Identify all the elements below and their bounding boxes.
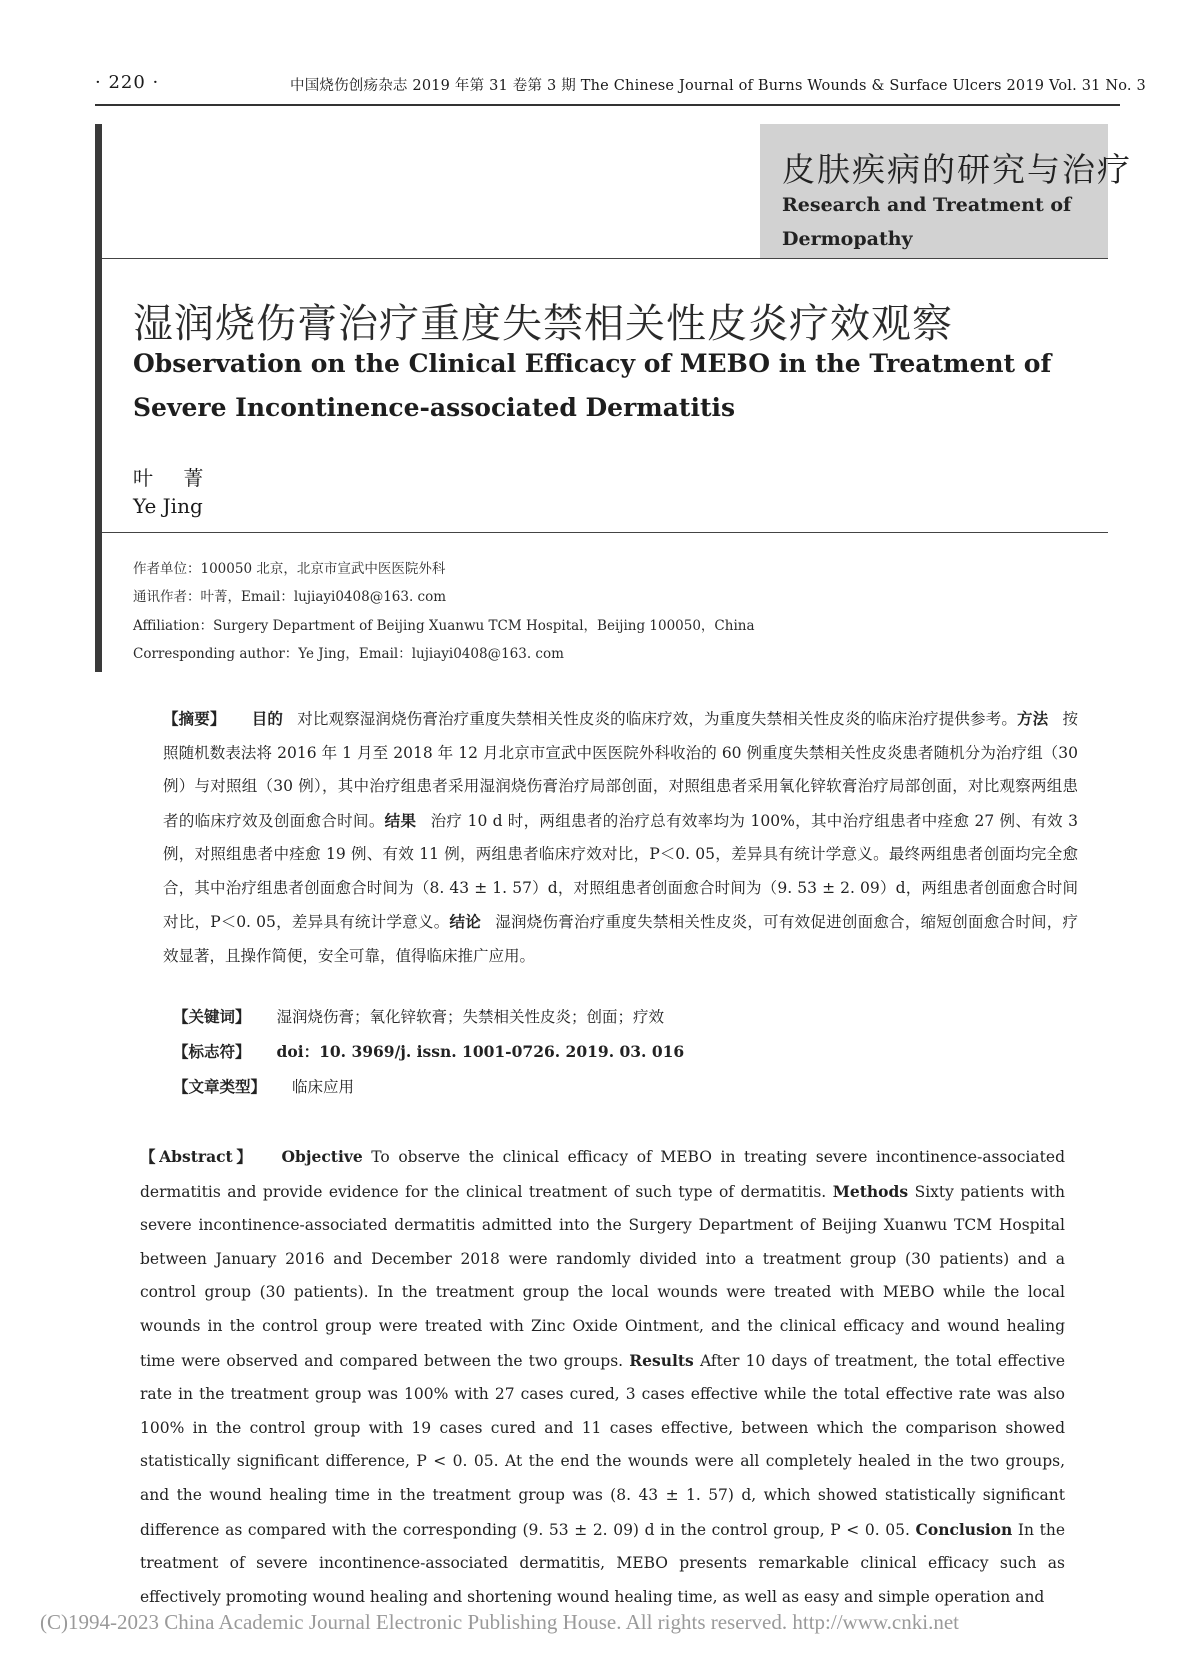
results-cn-label: 结果 <box>384 810 417 830</box>
article-title-cn: 湿润烧伤膏治疗重度失禁相关性皮炎疗效观察 <box>133 301 953 347</box>
running-head: 中国烧伤创疡杂志 2019 年第 31 卷第 3 期 The Chinese Journal of Burns Wounds & Surface Ulcers 2019 Vol. 31 No. 3 <box>290 78 1146 94</box>
page-number: · 220 · <box>95 72 160 93</box>
left-margin-bar <box>95 124 102 672</box>
doi-text: doi：10. 3969/j. issn. 1001-0726. 2019. 03. 016 <box>276 1042 685 1061</box>
conclusion-cn-label: 结论 <box>449 912 481 931</box>
abstract-en <box>140 1140 1065 1614</box>
affiliation-cn: 作者单位：100050 北京，北京市宣武中医医院外科 <box>133 561 446 577</box>
corresponding-author-en: Corresponding author：Ye Jing，Email：lujiayi0408@163. com <box>133 646 564 662</box>
doi-line <box>173 1040 684 1062</box>
section-rule <box>102 258 1108 259</box>
conclusion-cn-text: 湿润烧伤膏治疗重度失禁相关性皮炎，可有效促进创面愈合，缩短创面愈合时间，疗效显著，且操作简便，安全可靠，值得临床推广应用。 <box>163 913 1078 965</box>
objective-cn-label: 目的 <box>251 709 284 728</box>
methods-cn-text: 按照随机数表法将 2016 年 1 月至 2018 年 12 月北京市宣武中医医院外科收治的 60 例重度失禁相关性皮炎患者随机分为治疗组（30 例）与对照组（30 例），其中治疗组患者采用湿润烧伤膏治疗局部创面，对照组患者采用氧化锌软膏治疗局部创面，对比观察两组患者的临床疗效及创面愈合时间。 <box>163 710 1078 830</box>
article-type-label: 【文章类型】 <box>173 1077 267 1096</box>
author-rule <box>102 532 1108 533</box>
methods-cn-label: 方法 <box>1017 709 1049 728</box>
conclusion-en-label: Conclusion <box>915 1519 1013 1539</box>
affiliation-en: Affiliation：Surgery Department of Beijing Xuanwu TCM Hospital，Beijing 100050，China <box>133 618 755 634</box>
article-title-en: Observation on the Clinical Efficacy of MEBO in the Treatment of Severe Incontinence-associated Dermatitis <box>133 349 1052 422</box>
section-title-cn: 皮肤疾病的研究与治疗 <box>782 150 1132 189</box>
results-en-text: After 10 days of treatment, the total effective rate in the treatment group was 100% with 27 cases cured, 3 cases effective while the total effective rate was also 100% in the control group with 19 cases cured and 11 cases effective, between which the comparison showed statistically significant difference, P < 0. 05. At the end the wounds were all completely healed in the two groups, and the wound healing time in the treatment group was (8. 43 ± 1. 57) d, which showed statistically significant difference as compared with the corresponding (9. 53 ± 2. 09) d in the control group, P < 0. 05. <box>140 1351 1066 1539</box>
keywords-text: 湿润烧伤膏；氧化锌软膏；失禁相关性皮炎；创面；疗效 <box>276 1008 665 1026</box>
section-title-en: Research and Treatment of Dermopathy <box>782 194 1072 250</box>
objective-en-label: Objective <box>281 1147 363 1166</box>
objective-cn-text: 对比观察湿润烧伤膏治疗重度失禁相关性皮炎的临床疗效，为重度失禁相关性皮炎的临床治疗提供参考。 <box>297 710 1017 728</box>
article-type-line <box>173 1075 354 1097</box>
abstract-cn-label: 【摘要】 <box>163 709 226 728</box>
methods-en-text: Sixty patients with severe incontinence-associated dermatitis admitted into the Surgery Department of Beijing Xuanwu TCM Hospital between January 2016 and December 2018 were randomly divided into a treatment group (30 patients) and a control group (30 patients). In the treatment group the local wounds were treated with MEBO while the local wounds in the control group were treated with Zinc Oxide Ointment, and the clinical efficacy and wound healing time were observed and compared between the two groups. <box>140 1182 1065 1370</box>
doi-label: 【标志符】 <box>173 1042 251 1061</box>
section-box <box>760 124 1132 258</box>
conclusion-en-text: In the treatment of severe incontinence-associated dermatitis, MEBO presents remarkable clinical efficacy such as effectively promoting wound healing and shortening wound healing time, as well as easy and simple operation and <box>140 1520 1065 1606</box>
objective-en-text: To observe the clinical efficacy of MEBO in treating severe incontinence-associated dermatitis and provide evidence for the clinical treatment of such type of dermatitis. <box>140 1148 1066 1201</box>
header-rule <box>95 104 1120 106</box>
corresponding-author-cn: 通讯作者：叶菁，Email：lujiayi0408@163. com <box>133 589 447 605</box>
keywords-label: 【关键词】 <box>173 1007 251 1026</box>
methods-en-label: Methods <box>832 1181 909 1201</box>
results-en-label: Results <box>629 1350 694 1370</box>
results-cn-text: 治疗 10 d 时，两组患者的治疗总有效率均为 100%，其中治疗组患者中痊愈 27 例、有效 3 例，对照组患者中痊愈 19 例、有效 11 例，两组患者临床疗效对比，P＜0. 05，差异具有统计学意义。最终两组患者创面均完全愈合，其中治疗组患者创面愈合时间为（8. 43 ± 1. 57）d，对照组患者创面愈合时间为（9. 53 ± 2. 09）d，两组患者创面愈合时间对比，P＜0. 05，差异具有统计学意义。 <box>163 811 1078 931</box>
keywords-line <box>173 1005 664 1027</box>
abstract-en-label: 【Abstract】 <box>140 1147 256 1166</box>
author-en: Ye Jing <box>133 494 203 518</box>
copyright-footer: (C)1994-2023 China Academic Journal Electronic Publishing House. All rights reserved. http://www.cnki.net <box>40 1610 959 1634</box>
article-type-text: 临床应用 <box>292 1078 355 1096</box>
abstract-cn <box>163 702 1078 973</box>
author-cn: 叶 菁 <box>133 466 216 490</box>
